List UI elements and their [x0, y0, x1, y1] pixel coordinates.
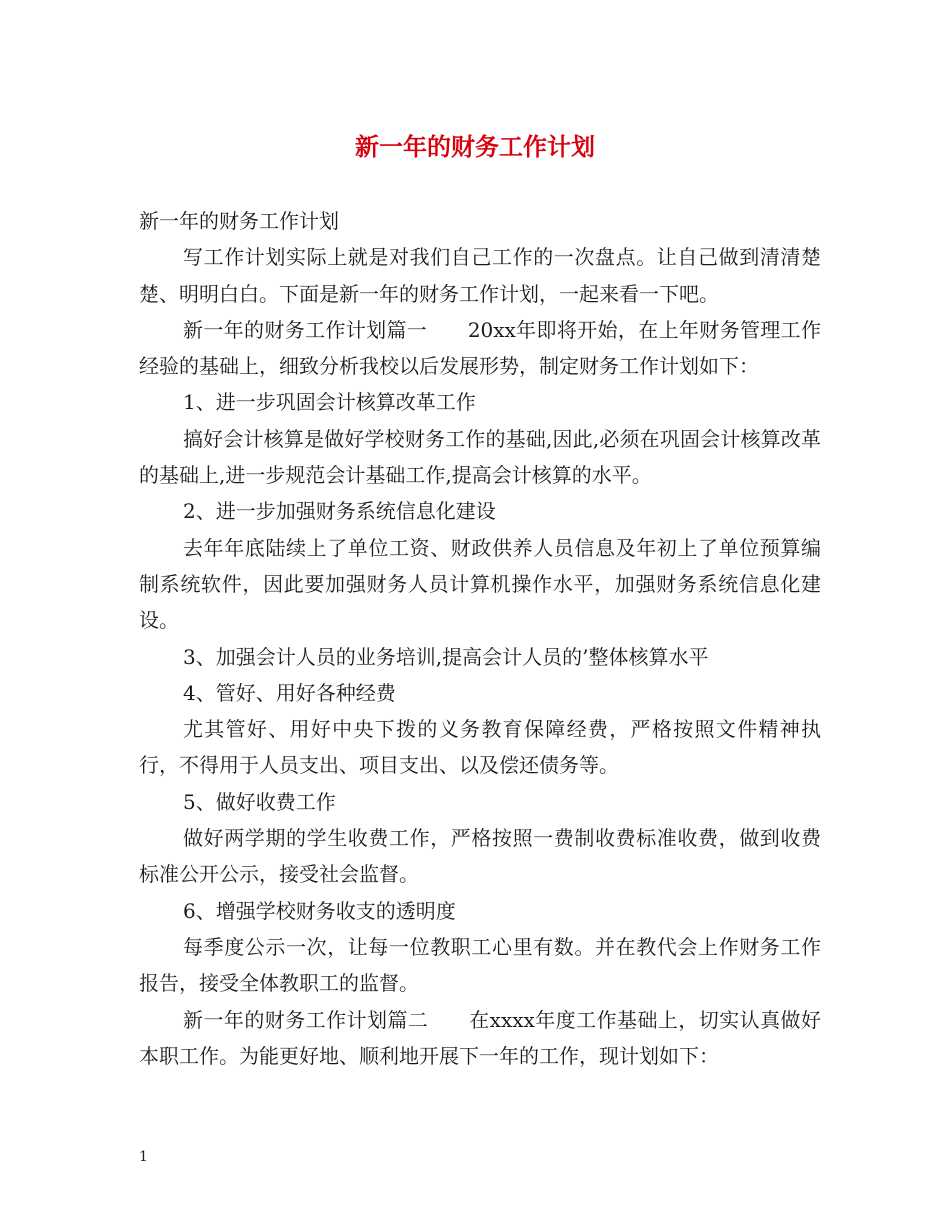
paragraph-item-6: 每季度公示一次，让每一位教职工心里有数。并在教代会上作财务工作报告，接受全体教职工的监督。 [139, 934, 821, 996]
document-body [139, 203, 821, 1074]
heading-item-1: 1、进一步巩固会计核算改革工作 [183, 390, 476, 415]
heading-item-6: 6、增强学校财务收支的透明度 [183, 898, 456, 923]
paragraph-item-4: 尤其管好、用好中央下拨的义务教育保障经费，严格按照文件精神执行，不得用于人员支出、项目支出、以及偿还债务等。 [139, 717, 821, 778]
paragraph-subtitle: 新一年的财务工作计划 [139, 209, 339, 233]
paragraph-plan-one: 新一年的财务工作计划篇一 20xx年即将开始，在上年财务管理工作经验的基础上，细致分析我校以后发展形势，制定财务工作计划如下： [139, 317, 821, 379]
heading-item-4: 4、管好、用好各种经费 [183, 680, 396, 705]
paragraph-item-2: 去年年底陆续上了单位工资、财政供养人员信息及年初上了单位预算编制系统软件，因此要加强财务人员计算机操作水平，加强财务系统信息化建设。 [139, 535, 821, 633]
heading-item-5: 5、做好收费工作 [183, 789, 336, 814]
page-number: 1 [139, 1149, 148, 1165]
paragraph-item-1: 搞好会计核算是做好学校财务工作的基础,因此,必须在巩固会计核算改革的基础上,进一步规范会计基础工作,提高会计核算的水平。 [139, 426, 821, 488]
document-title: 新一年的财务工作计划 [355, 132, 595, 161]
heading-item-3: 3、加强会计人员的业务培训,提高会计人员的’整体核算水平 [183, 644, 709, 669]
heading-item-2: 2、进一步加强财务系统信息化建设 [183, 499, 496, 524]
paragraph-item-5: 做好两学期的学生收费工作，严格按照一费制收费标准收费，做到收费标准公开公示，接受社会监督。 [139, 826, 821, 887]
paragraph-plan-two: 新一年的财务工作计划篇二 在xxxx年度工作基础上，切实认真做好本职工作。为能更好地、顺利地开展下一年的工作，现计划如下： [139, 1007, 821, 1068]
paragraph-intro: 写工作计划实际上就是对我们自己工作的一次盘点。让自己做到清清楚楚、明明白白。下面是新一年的财务工作计划，一起来看一下吧。 [139, 245, 821, 306]
